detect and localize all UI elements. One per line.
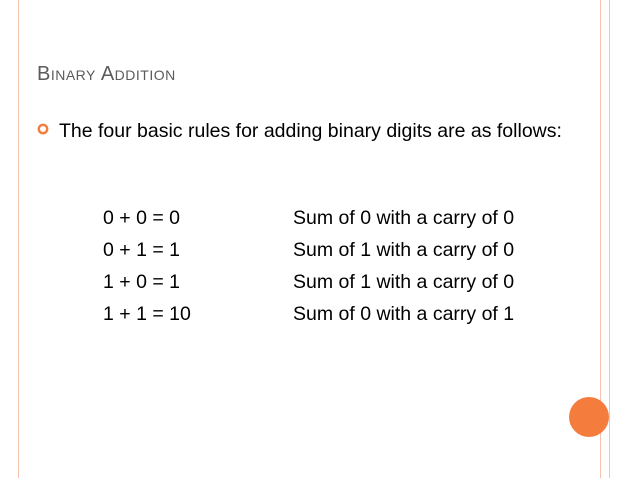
rule-row <box>103 266 514 298</box>
rule-description: Sum of 0 with a carry of 0 <box>293 206 515 229</box>
addition-rules-list <box>103 202 514 330</box>
rule-description: Sum of 1 with a carry of 0 <box>293 238 515 261</box>
ring-bullet-icon <box>37 122 49 140</box>
rule-row <box>103 202 514 234</box>
rule-row <box>103 234 514 266</box>
right-decorative-line-inner <box>609 0 610 478</box>
bullet-text: The four basic rules for adding binary digits are as follows: <box>59 120 562 142</box>
rule-row <box>103 298 514 330</box>
rule-description: Sum of 1 with a carry of 0 <box>293 270 515 293</box>
rule-equation: 1 + 0 = 1 <box>103 270 180 293</box>
orange-circle-decoration <box>569 397 609 437</box>
left-decorative-line <box>18 0 19 478</box>
slide-title: Binary Addition <box>37 63 176 85</box>
rule-equation: 0 + 0 = 0 <box>103 206 180 229</box>
rule-description: Sum of 0 with a carry of 1 <box>293 302 515 325</box>
bullet-item <box>37 116 577 146</box>
rule-equation: 0 + 1 = 1 <box>103 238 180 261</box>
rule-equation: 1 + 1 = 10 <box>103 302 191 325</box>
